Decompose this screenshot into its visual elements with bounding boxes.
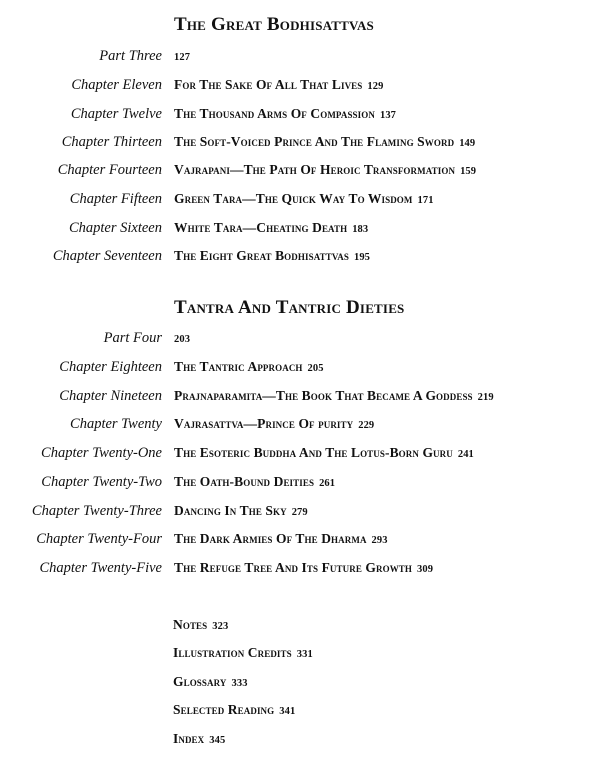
toc-label: Chapter Fifteen xyxy=(69,191,162,207)
toc-page-number: 149 xyxy=(459,138,476,149)
section-title-great-bodhisattvas: The Great Bodhisattvas xyxy=(174,14,374,35)
section-title-tantra: Tantra And Tantric Dieties xyxy=(174,297,405,318)
toc-label: Chapter Twenty xyxy=(70,416,162,432)
toc-entry xyxy=(174,359,324,375)
toc-label: Chapter Twenty-Three xyxy=(31,503,162,519)
toc-label: Chapter Sixteen xyxy=(68,220,162,236)
toc-page-number: 129 xyxy=(367,81,384,92)
toc-row-chapter-fourteen xyxy=(0,162,600,182)
toc-row-chapter-sixteen xyxy=(0,220,600,240)
toc-row-chapter-eighteen xyxy=(0,359,600,379)
toc-title: The Thousand Arms Of Compassion xyxy=(174,106,375,121)
toc-label: Chapter Fourteen xyxy=(57,162,162,178)
toc-label: Chapter Thirteen xyxy=(61,134,162,150)
toc-title: The Eight Great Bodhisattvas xyxy=(174,248,349,263)
toc-page-number: 195 xyxy=(353,252,371,263)
toc-page-number: 279 xyxy=(291,507,308,518)
toc-label: Part Three xyxy=(99,48,162,64)
toc-page-number: 171 xyxy=(417,195,434,206)
toc-page-number: 323 xyxy=(212,621,229,632)
toc-entry xyxy=(174,134,475,150)
toc-title: For The Sake Of All That Lives xyxy=(174,77,363,92)
toc-row-chapter-twenty xyxy=(0,416,600,436)
toc-title: Green Tara—The Quick Way To Wisdom xyxy=(174,191,413,206)
toc-title: Index xyxy=(173,731,205,746)
toc-label: Chapter Eighteen xyxy=(59,359,162,375)
toc-title: The Tantric Approach xyxy=(174,359,303,374)
toc-entry xyxy=(174,248,370,264)
toc-row-notes xyxy=(173,617,228,637)
toc-title: The Soft-Voiced Prince And The Flaming Sword xyxy=(174,134,455,149)
toc-page-number: 333 xyxy=(231,678,248,689)
toc-label: Chapter Seventeen xyxy=(52,248,162,264)
toc-entry xyxy=(174,48,190,64)
toc-title: Prajnaparamita—The Book That Became A Goddess xyxy=(174,388,473,403)
toc-page-number: 159 xyxy=(460,166,477,177)
toc-label: Chapter Twenty-One xyxy=(41,445,162,461)
toc-page-number: 309 xyxy=(417,564,434,575)
toc-page-number: 127 xyxy=(174,52,191,63)
toc-page-number: 183 xyxy=(352,224,369,235)
toc-title: The Esoteric Buddha And The Lotus-Born Guru xyxy=(174,445,453,460)
toc-entry xyxy=(174,162,476,178)
toc-page-number: 203 xyxy=(174,334,191,345)
toc-page-number: 331 xyxy=(296,649,313,660)
toc-page-number: 341 xyxy=(279,706,296,717)
toc-row-chapter-twelve xyxy=(0,106,600,126)
toc-title: Vajrasattva—Prince Of purity xyxy=(174,416,354,431)
toc-entry xyxy=(174,474,335,490)
toc-row-chapter-twenty-four xyxy=(0,531,600,551)
toc-entry xyxy=(174,330,190,346)
toc-entry xyxy=(174,106,396,122)
toc-title: Selected Reading xyxy=(173,702,275,717)
toc-row-index xyxy=(173,731,225,751)
toc-row-glossary xyxy=(173,674,248,694)
toc-row-chapter-seventeen xyxy=(0,248,600,268)
toc-page-number: 241 xyxy=(457,449,474,460)
toc-title: Notes xyxy=(173,617,208,632)
toc-entry xyxy=(174,77,383,93)
toc-label: Chapter Eleven xyxy=(71,77,162,93)
toc-label: Chapter Twenty-Five xyxy=(39,560,162,576)
toc-title: Dancing In The Sky xyxy=(174,503,287,518)
toc-page-number: 205 xyxy=(307,363,324,374)
toc-title: Illustration Credits xyxy=(173,645,292,660)
toc-page-number: 137 xyxy=(379,110,397,121)
toc-label: Chapter Nineteen xyxy=(59,388,162,404)
toc-row-chapter-nineteen xyxy=(0,388,600,408)
toc-row-chapter-eleven xyxy=(0,77,600,97)
toc-row-chapter-twenty-three xyxy=(0,503,600,523)
toc-label: Chapter Twelve xyxy=(70,106,162,122)
toc-page-number: 345 xyxy=(209,735,226,746)
toc-row-chapter-twenty-one xyxy=(0,445,600,465)
toc-title: The Refuge Tree And Its Future Growth xyxy=(174,560,412,575)
toc-row-part-three xyxy=(0,48,600,68)
toc-entry xyxy=(174,416,374,432)
toc-title: The Oath-Bound Deities xyxy=(174,474,315,489)
toc-page-number: 229 xyxy=(358,420,375,431)
toc-page-number: 219 xyxy=(477,392,494,403)
toc-row-selected-reading xyxy=(173,702,295,722)
toc-row-chapter-thirteen xyxy=(0,134,600,154)
toc-title: Vajrapani—The Path Of Heroic Transformation xyxy=(174,162,456,177)
toc-entry xyxy=(174,388,494,404)
toc-row-chapter-twenty-five xyxy=(0,560,600,580)
toc-row-part-four xyxy=(0,330,600,350)
toc-row-chapter-twenty-two xyxy=(0,474,600,494)
toc-page-number: 261 xyxy=(319,478,336,489)
toc-label: Part Four xyxy=(103,330,162,346)
toc-entry xyxy=(174,191,434,207)
toc-entry xyxy=(174,560,433,576)
toc-title: The Dark Armies Of The Dharma xyxy=(174,531,367,546)
toc-title: Glossary xyxy=(173,674,227,689)
toc-label: Chapter Twenty-Four xyxy=(36,531,162,547)
toc-entry xyxy=(174,503,308,519)
toc-entry xyxy=(174,220,368,236)
toc-page-number: 293 xyxy=(371,535,388,546)
toc-row-chapter-fifteen xyxy=(0,191,600,211)
toc-label: Chapter Twenty-Two xyxy=(41,474,162,490)
toc-entry xyxy=(174,445,474,461)
toc-title: White Tara—Cheating Death xyxy=(174,220,348,235)
toc-entry xyxy=(174,531,388,547)
toc-row-illustration-credits xyxy=(173,645,313,665)
